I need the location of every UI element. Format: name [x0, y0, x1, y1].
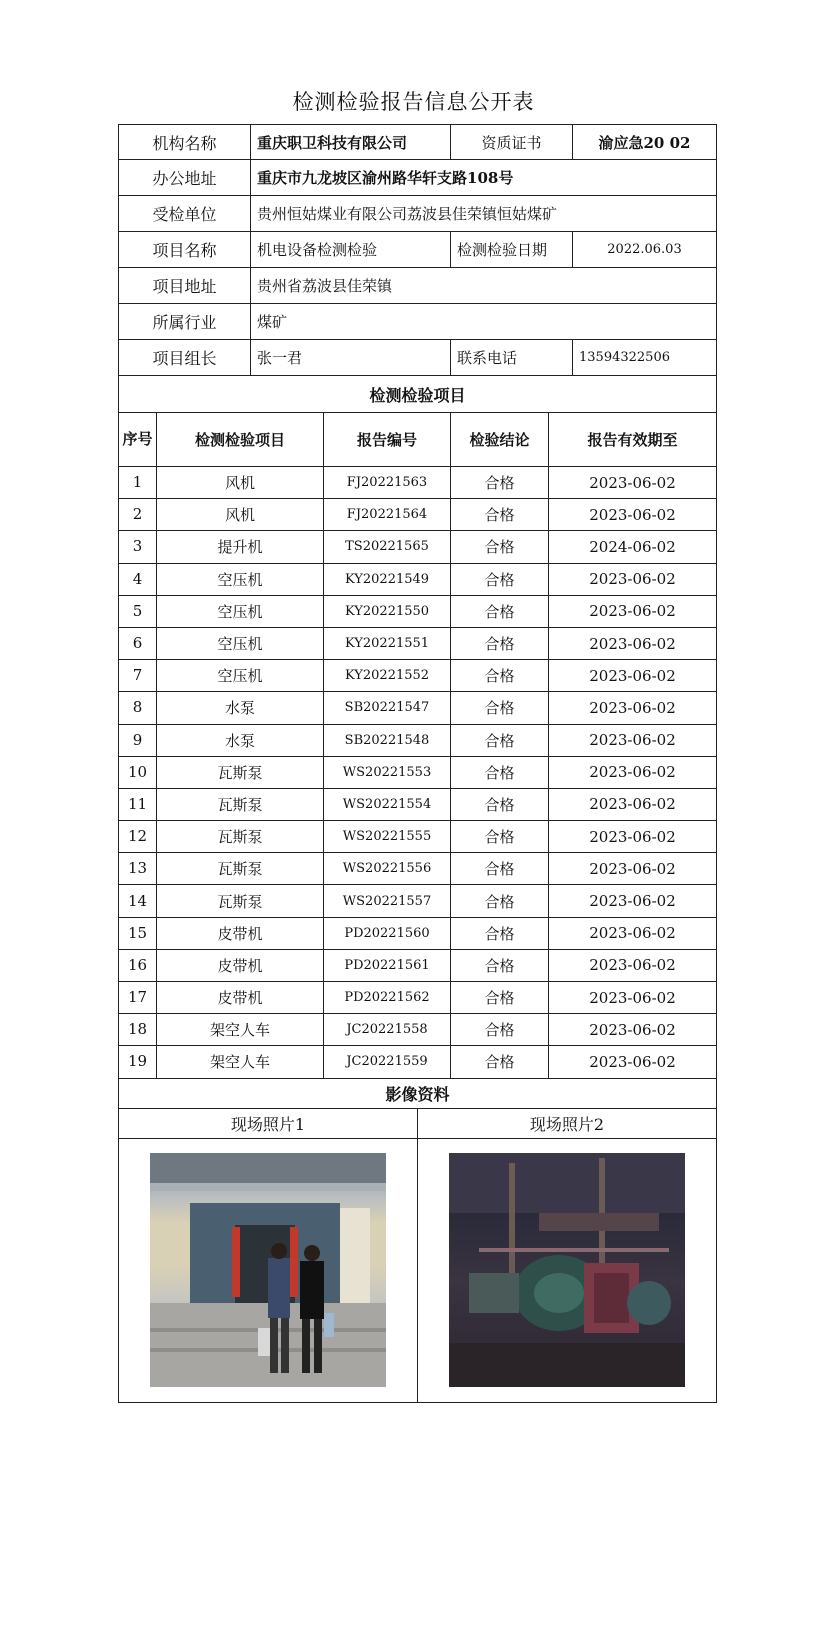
row-index: 14 — [119, 885, 157, 916]
row-conclusion: 合格 — [451, 531, 549, 562]
value-org-name: 重庆职卫科技有限公司 — [251, 125, 451, 159]
table-row — [118, 789, 717, 821]
row-valid-until: 2023-06-02 — [589, 698, 676, 717]
row-report-no: KY20221551 — [324, 628, 451, 659]
row-report-no: KY20221552 — [324, 660, 451, 691]
row-index: 16 — [119, 950, 157, 981]
photo-cell-2 — [418, 1139, 716, 1402]
row-conclusion: 合格 — [451, 853, 549, 884]
info-row-industry — [118, 304, 717, 340]
row-valid-until: 2023-06-02 — [589, 505, 676, 524]
row-report-no: JC20221558 — [324, 1014, 451, 1045]
row-conclusion: 合格 — [451, 1014, 549, 1045]
row-report-no: PD20221562 — [324, 982, 451, 1013]
row-index: 10 — [119, 757, 157, 788]
row-conclusion: 合格 — [451, 1046, 549, 1077]
row-valid-until: 2023-06-02 — [589, 892, 676, 911]
row-valid-until: 2023-06-02 — [589, 763, 676, 782]
items-section-title: 检测检验项目 — [369, 385, 466, 405]
site-photo-1-drawing — [150, 1153, 386, 1387]
row-conclusion: 合格 — [451, 499, 549, 530]
photo-captions-row — [118, 1109, 717, 1139]
table-row — [118, 757, 717, 789]
row-conclusion: 合格 — [451, 692, 549, 723]
label-client: 受检单位 — [119, 196, 251, 231]
table-row — [118, 660, 717, 692]
row-conclusion: 合格 — [451, 885, 549, 916]
row-conclusion: 合格 — [451, 564, 549, 595]
row-valid-until: 2024-06-02 — [589, 537, 676, 556]
row-item: 皮带机 — [157, 950, 324, 981]
photo-caption-2: 现场照片2 — [529, 1114, 605, 1134]
table-row — [118, 499, 717, 531]
row-valid-until: 2023-06-02 — [589, 731, 676, 750]
header-valid-until: 报告有效期至 — [587, 431, 678, 449]
row-report-no: TS20221565 — [324, 531, 451, 562]
table-row — [118, 692, 717, 724]
header-report-no: 报告编号 — [324, 413, 451, 466]
row-conclusion: 合格 — [451, 596, 549, 627]
label-industry: 所属行业 — [119, 304, 251, 339]
row-conclusion: 合格 — [451, 950, 549, 981]
value-phone: 13594322506 — [579, 350, 670, 365]
media-section-header — [118, 1079, 717, 1109]
row-valid-until: 2023-06-02 — [589, 602, 676, 621]
row-report-no: PD20221560 — [324, 918, 451, 949]
table-row — [118, 982, 717, 1014]
row-item: 瓦斯泵 — [157, 757, 324, 788]
row-item: 瓦斯泵 — [157, 789, 324, 820]
table-row — [118, 918, 717, 950]
photo-cell-1 — [119, 1139, 418, 1402]
label-address: 办公地址 — [119, 160, 251, 195]
row-valid-until: 2023-06-02 — [589, 795, 676, 814]
row-report-no: FJ20221564 — [324, 499, 451, 530]
row-index: 6 — [119, 628, 157, 659]
site-photo-2-drawing — [449, 1153, 685, 1387]
row-item: 架空人车 — [157, 1014, 324, 1045]
items-table-body — [118, 467, 717, 1079]
row-item: 风机 — [157, 467, 324, 498]
table-row — [118, 853, 717, 885]
label-project: 项目名称 — [119, 232, 251, 267]
row-item: 皮带机 — [157, 982, 324, 1013]
row-conclusion: 合格 — [451, 725, 549, 756]
photos-row — [118, 1139, 717, 1403]
site-photo-2 — [449, 1153, 685, 1387]
row-index: 19 — [119, 1046, 157, 1077]
row-conclusion: 合格 — [451, 757, 549, 788]
row-item: 水泵 — [157, 692, 324, 723]
value-date: 2022.06.03 — [607, 242, 682, 257]
label-date: 检测检验日期 — [451, 232, 573, 267]
items-table-header — [118, 413, 717, 467]
row-index: 18 — [119, 1014, 157, 1045]
value-leader: 张一君 — [251, 340, 451, 375]
row-conclusion: 合格 — [451, 821, 549, 852]
row-valid-until: 2023-06-02 — [589, 924, 676, 943]
row-item: 瓦斯泵 — [157, 821, 324, 852]
row-index: 4 — [119, 564, 157, 595]
row-index: 8 — [119, 692, 157, 723]
label-leader: 项目组长 — [119, 340, 251, 375]
info-row-site — [118, 268, 717, 304]
row-valid-until: 2023-06-02 — [589, 570, 676, 589]
row-conclusion: 合格 — [451, 660, 549, 691]
row-item: 空压机 — [157, 596, 324, 627]
row-conclusion: 合格 — [451, 789, 549, 820]
row-index: 12 — [119, 821, 157, 852]
label-org-name: 机构名称 — [119, 125, 251, 159]
row-item: 空压机 — [157, 564, 324, 595]
row-report-no: KY20221549 — [324, 564, 451, 595]
page-title: 检测检验报告信息公开表 — [292, 90, 535, 114]
row-conclusion: 合格 — [451, 628, 549, 659]
row-index: 3 — [119, 531, 157, 562]
row-report-no: SB20221548 — [324, 725, 451, 756]
value-site: 贵州省荔波县佳荣镇 — [257, 277, 393, 295]
row-index: 17 — [119, 982, 157, 1013]
table-row — [118, 1046, 717, 1078]
info-row-project — [118, 232, 717, 268]
row-conclusion: 合格 — [451, 982, 549, 1013]
row-valid-until: 2023-06-02 — [589, 1052, 676, 1071]
row-index: 7 — [119, 660, 157, 691]
row-valid-until: 2023-06-02 — [589, 634, 676, 653]
row-report-no: WS20221556 — [324, 853, 451, 884]
row-report-no: FJ20221563 — [324, 467, 451, 498]
info-row-leader — [118, 340, 717, 376]
table-row — [118, 950, 717, 982]
row-index: 11 — [119, 789, 157, 820]
info-row-client — [118, 196, 717, 232]
value-address: 重庆市九龙坡区渝州路华轩支路108号 — [257, 169, 514, 187]
table-row — [118, 596, 717, 628]
row-item: 空压机 — [157, 660, 324, 691]
row-item: 架空人车 — [157, 1046, 324, 1077]
photo-caption-1: 现场照片1 — [119, 1109, 418, 1138]
row-item: 提升机 — [157, 531, 324, 562]
row-valid-until: 2023-06-02 — [589, 1020, 676, 1039]
media-section-title: 影像资料 — [385, 1084, 450, 1104]
row-item: 水泵 — [157, 725, 324, 756]
row-valid-until: 2023-06-02 — [589, 988, 676, 1007]
row-report-no: WS20221553 — [324, 757, 451, 788]
row-valid-until: 2023-06-02 — [589, 473, 676, 492]
table-row — [118, 1014, 717, 1046]
row-index: 5 — [119, 596, 157, 627]
row-report-no: KY20221550 — [324, 596, 451, 627]
row-valid-until: 2023-06-02 — [589, 827, 676, 846]
row-valid-until: 2023-06-02 — [589, 859, 676, 878]
table-row — [118, 467, 717, 499]
table-row — [118, 628, 717, 660]
table-row — [118, 885, 717, 917]
row-conclusion: 合格 — [451, 467, 549, 498]
report-table — [118, 124, 717, 1403]
row-index: 2 — [119, 499, 157, 530]
row-report-no: WS20221554 — [324, 789, 451, 820]
table-row — [118, 564, 717, 596]
table-row — [118, 531, 717, 563]
value-industry: 煤矿 — [257, 313, 288, 331]
info-row-address — [118, 160, 717, 196]
label-site: 项目地址 — [119, 268, 251, 303]
row-item: 瓦斯泵 — [157, 853, 324, 884]
site-photo-1 — [150, 1153, 386, 1387]
row-report-no: WS20221557 — [324, 885, 451, 916]
value-client: 贵州恒姑煤业有限公司荔波县佳荣镇恒姑煤矿 — [257, 205, 558, 223]
header-item: 检测检验项目 — [157, 413, 324, 466]
row-item: 空压机 — [157, 628, 324, 659]
row-item: 风机 — [157, 499, 324, 530]
label-phone: 联系电话 — [451, 340, 573, 375]
table-row — [118, 725, 717, 757]
row-valid-until: 2023-06-02 — [589, 666, 676, 685]
header-conclusion: 检验结论 — [451, 413, 549, 466]
info-row-org — [118, 124, 717, 160]
row-report-no: WS20221555 — [324, 821, 451, 852]
row-index: 1 — [119, 467, 157, 498]
row-item: 瓦斯泵 — [157, 885, 324, 916]
table-row — [118, 821, 717, 853]
value-project: 机电设备检测检验 — [251, 232, 451, 267]
header-index: 序号 — [119, 413, 157, 466]
row-conclusion: 合格 — [451, 918, 549, 949]
row-index: 13 — [119, 853, 157, 884]
row-item: 皮带机 — [157, 918, 324, 949]
value-cert: 渝应急20 02 — [598, 133, 691, 152]
items-section-header — [118, 376, 717, 413]
row-report-no: JC20221559 — [324, 1046, 451, 1077]
label-cert: 资质证书 — [451, 125, 573, 159]
row-valid-until: 2023-06-02 — [589, 956, 676, 975]
row-index: 15 — [119, 918, 157, 949]
row-report-no: PD20221561 — [324, 950, 451, 981]
row-index: 9 — [119, 725, 157, 756]
row-report-no: SB20221547 — [324, 692, 451, 723]
